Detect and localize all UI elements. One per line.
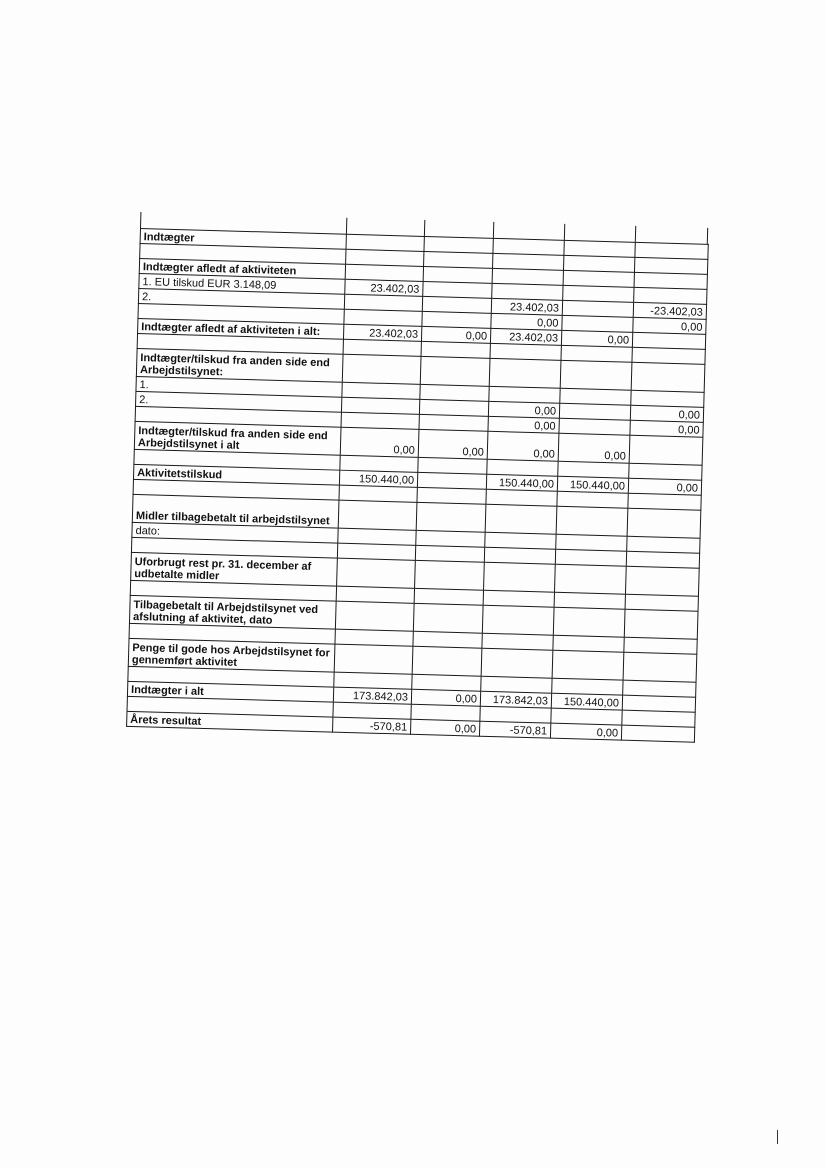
page-edge-mark — [777, 1130, 778, 1144]
row-label: 1. EU tilskud EUR 3.148,09 — [139, 273, 345, 294]
amount-cell: 150.440,00 — [486, 474, 557, 491]
amount-cell: 150.440,00 — [551, 693, 622, 710]
amount-cell — [484, 562, 556, 592]
column-tick — [346, 218, 347, 234]
amount-cell — [416, 502, 486, 532]
row-label: 2. — [138, 288, 344, 309]
column-tick — [635, 226, 636, 242]
amount-cell: 0,00 — [411, 689, 480, 706]
amount-cell: 0,00 — [418, 429, 488, 459]
amount-cell — [554, 564, 626, 594]
amount-cell — [338, 500, 417, 530]
amount-cell — [415, 560, 485, 590]
amount-cell — [552, 650, 624, 680]
amount-cell — [625, 566, 699, 596]
amount-cell — [631, 362, 705, 392]
row-label: Indtægter i alt — [127, 681, 333, 702]
row-label: Uforbrugt rest pr. 31. december af udbetalte midler — [131, 552, 338, 586]
amount-cell — [489, 358, 561, 388]
amount-cell: 150.440,00 — [339, 470, 417, 487]
amount-cell: -570,81 — [333, 717, 411, 734]
amount-cell: 23.402,03 — [345, 279, 423, 296]
amount-cell: 0,00 — [630, 405, 703, 422]
amount-cell: 0,00 — [550, 723, 621, 740]
amount-cell — [624, 609, 698, 639]
column-tick — [564, 224, 565, 240]
amount-cell: -23.402,03 — [633, 302, 706, 319]
amount-cell: -570,81 — [479, 721, 550, 738]
column-tick — [140, 212, 141, 228]
row-label: 2. — [136, 391, 342, 412]
row-label: Midler tilbagebetalt til arbejdstilsynet — [132, 494, 339, 528]
amount-cell — [553, 607, 625, 637]
column-tick — [424, 220, 425, 236]
amount-cell: 150.440,00 — [557, 476, 628, 493]
amount-cell — [337, 558, 416, 588]
amount-cell — [623, 652, 697, 682]
amount-cell — [627, 508, 701, 538]
row-label: Tilbagebetalt til Arbejdstilsynet ved afslutning af aktivitet, dato — [129, 595, 336, 629]
amount-cell — [560, 360, 632, 390]
amount-cell: 0,00 — [488, 416, 559, 433]
amount-cell: 0,00 — [628, 478, 701, 495]
row-label: Penge til gode hos Arbejdstilsynet for gennemført aktivitet — [128, 638, 335, 672]
row-label: Indtægter afledt af aktiviteten — [139, 259, 345, 280]
amount-cell — [335, 601, 414, 631]
amount-cell — [342, 354, 421, 384]
amount-cell: 0,00 — [421, 326, 490, 343]
amount-cell — [334, 644, 413, 674]
income-table-body — [127, 229, 709, 743]
amount-cell — [420, 356, 490, 386]
amount-cell — [621, 725, 694, 742]
amount-cell — [482, 605, 554, 635]
amount-cell: 0,00 — [340, 427, 419, 457]
row-label: dato: — [132, 522, 338, 543]
amount-cell: 0,00 — [488, 401, 559, 418]
amount-cell: 173.842,03 — [333, 687, 411, 704]
row-label: Indtægter — [140, 229, 346, 250]
amount-cell: 0,00 — [558, 433, 630, 463]
column-tick — [707, 228, 708, 244]
amount-cell: 173.842,03 — [480, 691, 551, 708]
amount-cell: 23.402,03 — [490, 328, 561, 345]
row-label: Indtægter afledt af aktiviteten i alt: — [138, 318, 344, 339]
column-tick — [493, 222, 494, 238]
amount-cell: 23.402,03 — [491, 298, 562, 315]
amount-cell — [413, 603, 483, 633]
amount-cell — [412, 646, 482, 676]
amount-cell: 0,00 — [633, 317, 706, 334]
amount-cell — [485, 504, 557, 534]
amount-cell: 0,00 — [630, 420, 703, 437]
amount-cell — [556, 506, 628, 536]
row-label: Indtægter/tilskud fra anden side end Arbejdstilsynet: — [136, 348, 343, 382]
amount-cell — [481, 648, 553, 678]
row-label: Aktivitetstilskud — [133, 464, 339, 485]
row-label: 1. — [136, 376, 342, 397]
amount-cell: 0,00 — [491, 313, 562, 330]
amount-cell: 0,00 — [410, 719, 479, 736]
income-table — [126, 228, 709, 743]
row-label: Årets resultat — [127, 711, 333, 732]
amount-cell: 0,00 — [561, 330, 632, 347]
amount-cell: 23.402,03 — [343, 324, 421, 341]
amount-cell: 0,00 — [487, 431, 559, 461]
amount-cell — [629, 435, 703, 465]
row-label: Indtægter/tilskud fra anden side end Arbejdstilsynet i alt — [134, 421, 341, 455]
financial-table-sheet — [126, 228, 708, 743]
